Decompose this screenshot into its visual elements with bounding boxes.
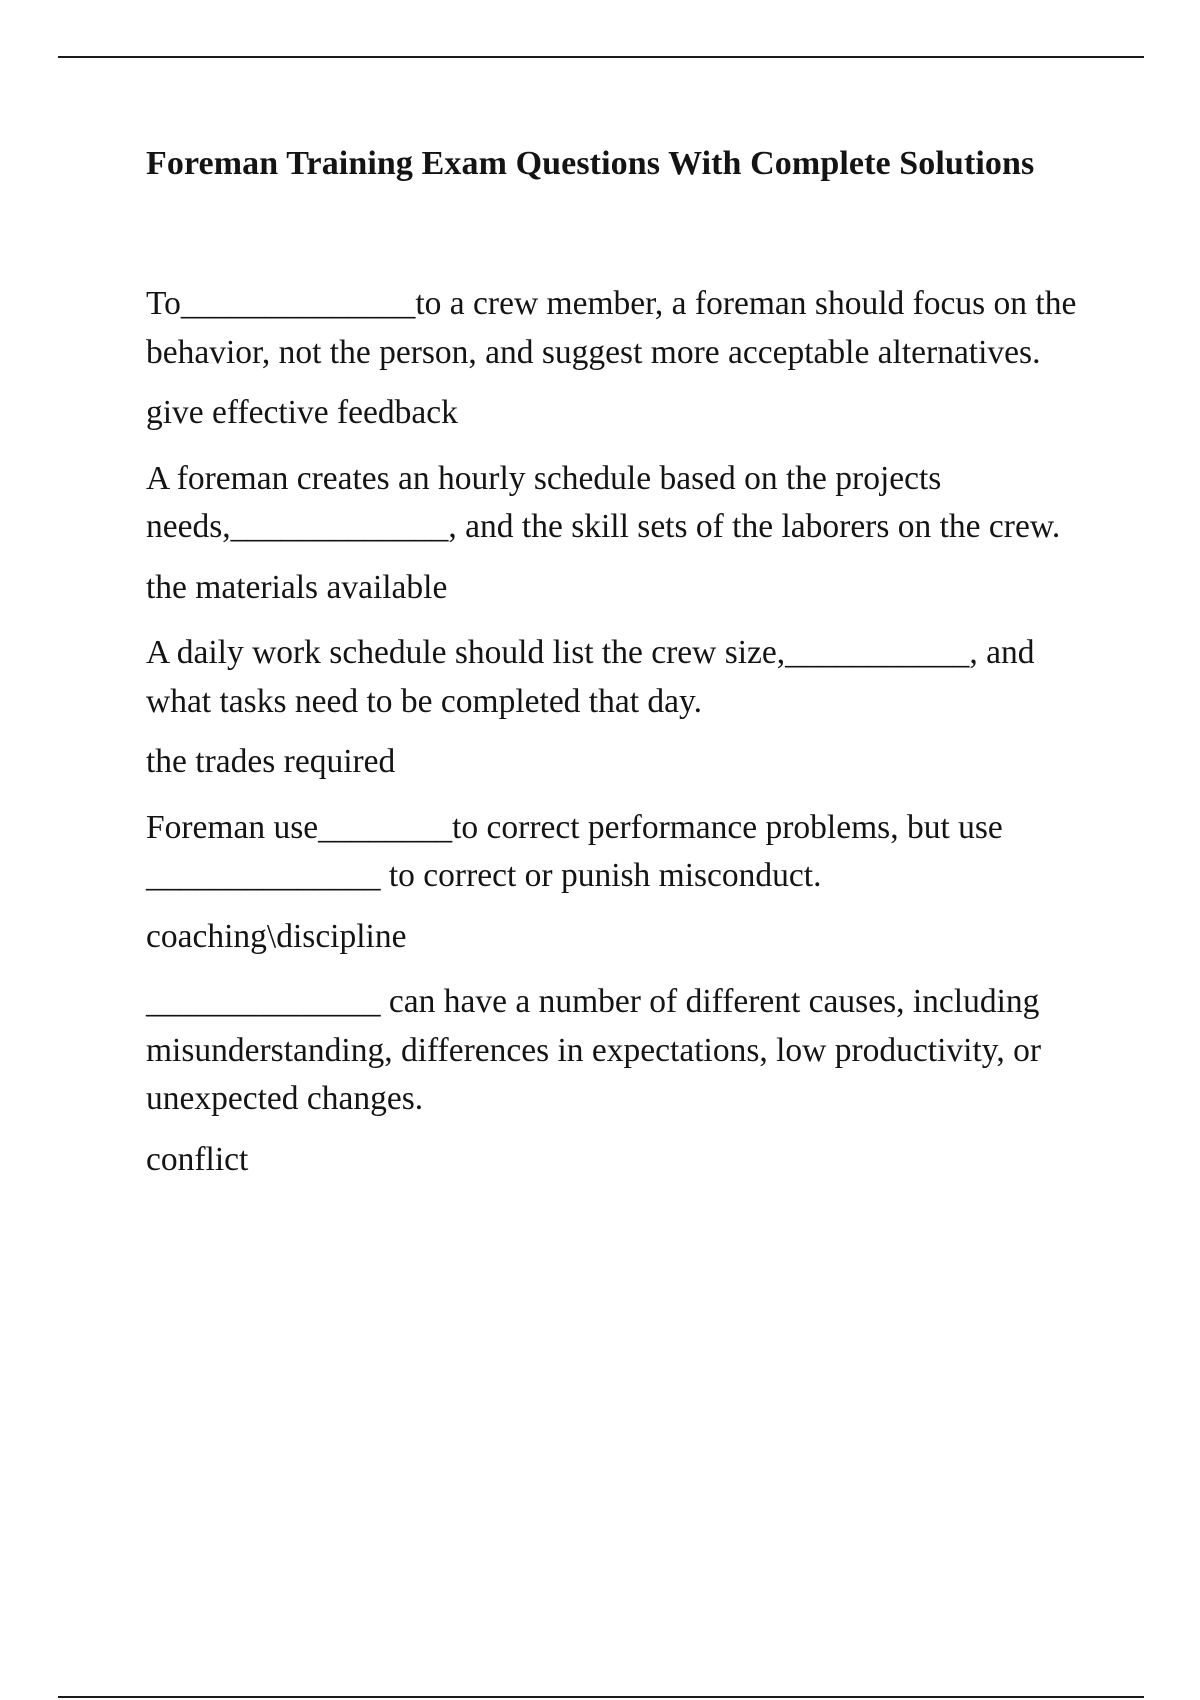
answer-text: the materials available	[146, 568, 448, 606]
question-text: Foreman use________to correct performance problems, but use ______________ to correct or punish misconduct.	[146, 808, 1003, 894]
answer-text: coaching\discipline	[146, 917, 407, 955]
document-title: Foreman Training Exam Questions With Complete Solutions	[146, 145, 1035, 182]
question-text: A foreman creates an hourly schedule based on the projects needs,_____________, and the skill sets of the laborers on the crew.	[146, 459, 1061, 545]
answer-text: conflict	[146, 1140, 249, 1178]
question-text: To______________to a crew member, a foreman should focus on the behavior, not the person, and suggest more acceptable alternatives.	[146, 285, 1077, 371]
footer-rule	[58, 1696, 1144, 1698]
question-text: A daily work schedule should list the crew size,___________, and what tasks need to be completed that day.	[146, 634, 1035, 720]
answer-text: give effective feedback	[146, 394, 458, 431]
question-text: ______________ can have a number of different causes, including misunderstanding, differences in expectations, low productivity, or unexpected changes.	[146, 983, 1041, 1117]
document-body	[146, 140, 1096, 1201]
qa-list	[146, 280, 1096, 1184]
header-rule	[58, 56, 1144, 58]
answer-text: the trades required	[146, 743, 396, 780]
